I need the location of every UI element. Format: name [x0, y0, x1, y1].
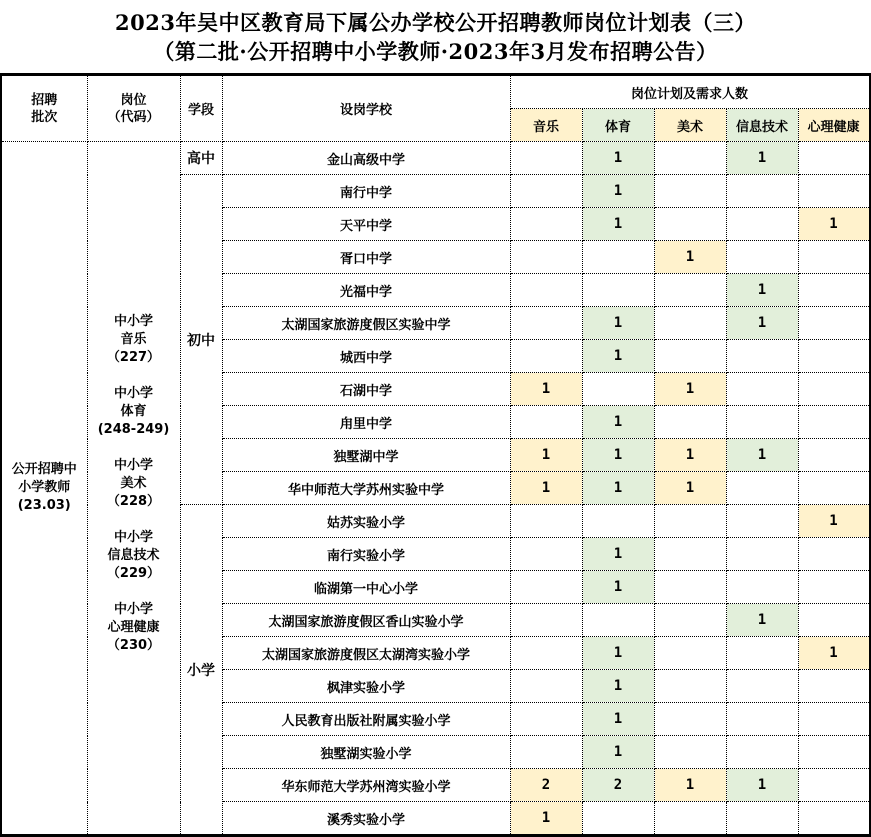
count-pe: 1: [582, 142, 654, 175]
count-art: 1: [654, 373, 726, 406]
count-art: [654, 802, 726, 836]
count-music: [510, 637, 582, 670]
count-music: [510, 142, 582, 175]
school-name: 溪秀实验小学: [222, 802, 510, 836]
count-it: [726, 505, 798, 538]
school-name: 华东师范大学苏州湾实验小学: [222, 769, 510, 802]
count-art: [654, 340, 726, 373]
count-art: [654, 670, 726, 703]
count-art: [654, 604, 726, 637]
count-music: [510, 736, 582, 769]
school-name: 太湖国家旅游度假区太湖湾实验小学: [222, 637, 510, 670]
table-body: [1, 142, 870, 836]
school-name: 胥口中学: [222, 241, 510, 274]
count-music: 1: [510, 373, 582, 406]
count-music: 1: [510, 472, 582, 505]
count-pe: [582, 241, 654, 274]
count-it: 1: [726, 307, 798, 340]
count-psych: [798, 604, 870, 637]
count-it: 1: [726, 142, 798, 175]
position-pe: 中小学 体育 (248-249): [97, 386, 170, 437]
count-it: [726, 406, 798, 439]
school-name: 城西中学: [222, 340, 510, 373]
count-it: [726, 175, 798, 208]
count-it: [726, 736, 798, 769]
count-psych: 1: [798, 637, 870, 670]
count-psych: [798, 142, 870, 175]
count-pe: 1: [582, 175, 654, 208]
count-music: 1: [510, 439, 582, 472]
count-it: [726, 802, 798, 836]
count-music: [510, 307, 582, 340]
school-name: 金山高级中学: [222, 142, 510, 175]
school-name: 人民教育出版社附属实验小学: [222, 703, 510, 736]
count-psych: [798, 472, 870, 505]
count-pe: [582, 373, 654, 406]
count-art: [654, 538, 726, 571]
count-music: [510, 340, 582, 373]
count-art: [654, 406, 726, 439]
count-pe: 2: [582, 769, 654, 802]
count-pe: 1: [582, 307, 654, 340]
school-name: 太湖国家旅游度假区香山实验小学: [222, 604, 510, 637]
count-it: [726, 670, 798, 703]
count-pe: [582, 604, 654, 637]
count-music: [510, 241, 582, 274]
header-subject-music: 音乐: [510, 109, 582, 142]
count-psych: [798, 406, 870, 439]
count-psych: 1: [798, 208, 870, 241]
school-name: 甪里中学: [222, 406, 510, 439]
count-psych: [798, 241, 870, 274]
header-subject-psych: 心理健康: [798, 109, 870, 142]
school-name: 独墅湖实验小学: [222, 736, 510, 769]
stage-high: 高中: [180, 142, 222, 175]
count-art: 1: [654, 769, 726, 802]
position-it: 中小学 信息技术 （229）: [106, 530, 161, 581]
positions-cell: [87, 142, 180, 836]
count-music: [510, 208, 582, 241]
count-pe: 1: [582, 538, 654, 571]
count-it: [726, 241, 798, 274]
count-psych: [798, 703, 870, 736]
count-music: [510, 670, 582, 703]
count-art: [654, 142, 726, 175]
count-art: [654, 208, 726, 241]
header-batch: 招聘 批次: [1, 75, 87, 142]
count-psych: [798, 307, 870, 340]
count-it: [726, 373, 798, 406]
count-it: [726, 637, 798, 670]
count-art: 1: [654, 439, 726, 472]
school-name: 石湖中学: [222, 373, 510, 406]
count-pe: 1: [582, 736, 654, 769]
school-name: 枫津实验小学: [222, 670, 510, 703]
batch-cell: 公开招聘中 小学教师 (23.03): [1, 142, 87, 836]
count-pe: 1: [582, 472, 654, 505]
count-psych: [798, 175, 870, 208]
count-it: [726, 340, 798, 373]
count-art: 1: [654, 241, 726, 274]
count-music: 1: [510, 802, 582, 836]
count-art: [654, 703, 726, 736]
count-pe: 1: [582, 670, 654, 703]
count-pe: 1: [582, 208, 654, 241]
count-it: [726, 571, 798, 604]
count-it: [726, 703, 798, 736]
count-art: 1: [654, 472, 726, 505]
count-it: [726, 208, 798, 241]
position-music: 中小学 音乐 （227）: [106, 314, 161, 365]
count-pe: [582, 274, 654, 307]
count-psych: [798, 274, 870, 307]
count-music: [510, 175, 582, 208]
count-psych: [798, 736, 870, 769]
school-name: 南行中学: [222, 175, 510, 208]
count-pe: 1: [582, 340, 654, 373]
header-subject-art: 美术: [654, 109, 726, 142]
stage-middle: 初中: [180, 175, 222, 505]
header-stage: 学段: [180, 75, 222, 142]
school-name: 太湖国家旅游度假区实验中学: [222, 307, 510, 340]
count-it: 1: [726, 769, 798, 802]
count-music: [510, 571, 582, 604]
school-name: 南行实验小学: [222, 538, 510, 571]
school-name: 华中师范大学苏州实验中学: [222, 472, 510, 505]
position-art: 中小学 美术 （228）: [106, 458, 161, 509]
count-pe: [582, 802, 654, 836]
stage-primary: 小学: [180, 505, 222, 836]
count-it: 1: [726, 439, 798, 472]
count-psych: [798, 340, 870, 373]
title-line-1: 2023年吴中区教育局下属公办学校公开招聘教师岗位计划表（三）: [115, 10, 756, 35]
header-school: 设岗学校: [222, 75, 510, 142]
count-music: [510, 406, 582, 439]
header-subject-it: 信息技术: [726, 109, 798, 142]
count-art: [654, 274, 726, 307]
count-music: [510, 505, 582, 538]
count-it: 1: [726, 274, 798, 307]
count-art: [654, 175, 726, 208]
count-pe: 1: [582, 406, 654, 439]
count-pe: [582, 505, 654, 538]
count-art: [654, 571, 726, 604]
title-line-2: （第二批·公开招聘中小学教师·2023年3月发布招聘公告）: [153, 39, 718, 64]
count-psych: 1: [798, 505, 870, 538]
count-it: [726, 472, 798, 505]
count-psych: [798, 769, 870, 802]
header-plan: 岗位计划及需求人数: [510, 75, 870, 109]
count-psych: [798, 571, 870, 604]
count-psych: [798, 373, 870, 406]
count-music: [510, 538, 582, 571]
header-position: 岗位 （代码）: [87, 75, 180, 142]
count-art: [654, 307, 726, 340]
count-art: [654, 505, 726, 538]
count-it: [726, 538, 798, 571]
school-name: 光福中学: [222, 274, 510, 307]
count-art: [654, 637, 726, 670]
count-pe: 1: [582, 703, 654, 736]
count-psych: [798, 802, 870, 836]
count-music: 2: [510, 769, 582, 802]
count-it: 1: [726, 604, 798, 637]
count-psych: [798, 538, 870, 571]
school-name: 独墅湖中学: [222, 439, 510, 472]
school-name: 临湖第一中心小学: [222, 571, 510, 604]
position-psych: 中小学 心理健康 （230）: [106, 602, 161, 653]
count-art: [654, 736, 726, 769]
count-pe: 1: [582, 571, 654, 604]
count-music: [510, 703, 582, 736]
school-name: 姑苏实验小学: [222, 505, 510, 538]
count-pe: 1: [582, 439, 654, 472]
table-row: [1, 142, 870, 175]
count-psych: [798, 439, 870, 472]
count-psych: [798, 670, 870, 703]
count-pe: 1: [582, 637, 654, 670]
recruitment-plan-table: [0, 73, 871, 837]
count-music: [510, 604, 582, 637]
header-subject-pe: 体育: [582, 109, 654, 142]
document-title: [0, 0, 871, 73]
school-name: 天平中学: [222, 208, 510, 241]
count-music: [510, 274, 582, 307]
